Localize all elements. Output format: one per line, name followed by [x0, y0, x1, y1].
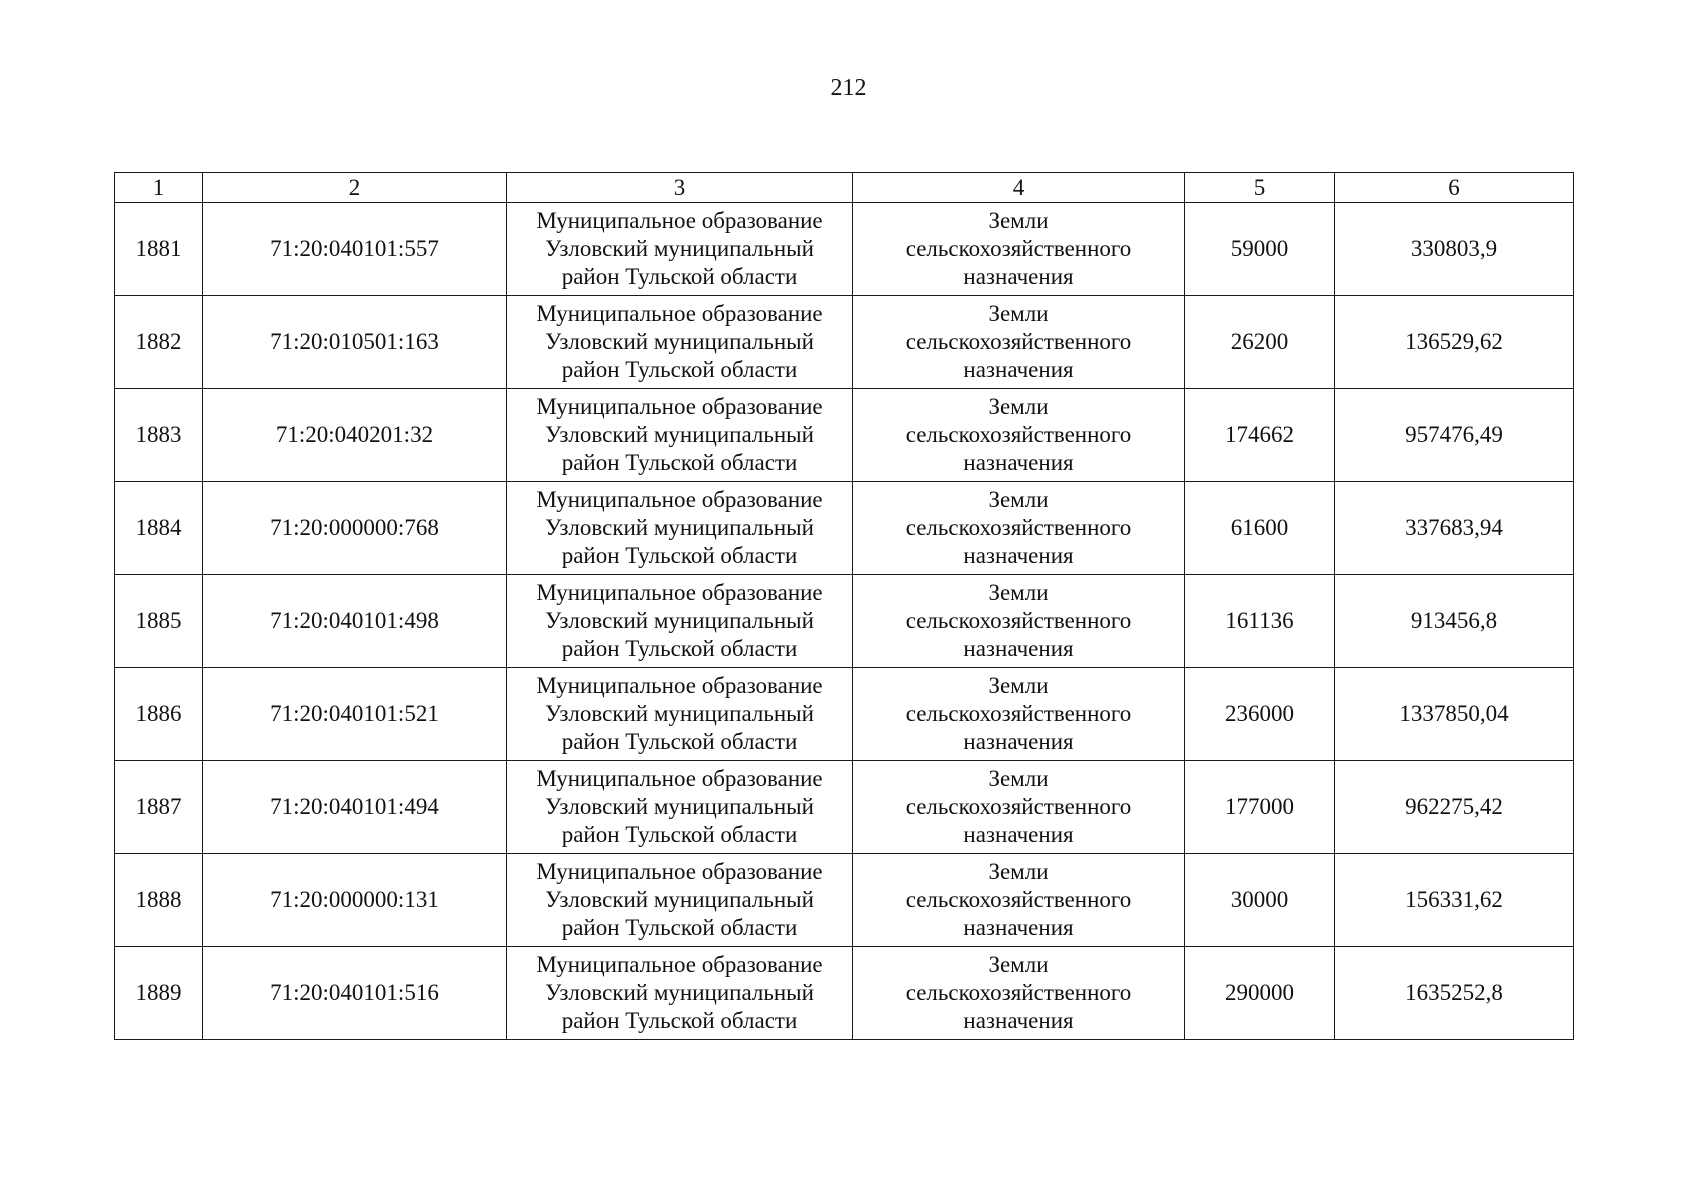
land-category-cell — [853, 854, 1185, 947]
table-row — [115, 389, 1574, 482]
owner-text: Муниципальное образование Узловский муниципальный район Тульской области — [536, 487, 823, 568]
cadastral-number-cell: 71:20:040101:516 — [203, 947, 507, 1040]
land-category-cell — [853, 296, 1185, 389]
table-row — [115, 668, 1574, 761]
land-category-cell — [853, 575, 1185, 668]
owner-cell — [507, 854, 853, 947]
row-number-cell: 1888 — [115, 854, 203, 947]
owner-cell — [507, 389, 853, 482]
owner-text: Муниципальное образование Узловский муниципальный район Тульской области — [536, 394, 823, 475]
table-row — [115, 761, 1574, 854]
area-cell: 161136 — [1185, 575, 1335, 668]
land-category-cell — [853, 203, 1185, 296]
area-cell: 30000 — [1185, 854, 1335, 947]
land-category-text: Земли сельскохозяйственного назначения — [905, 952, 1132, 1033]
area-cell: 61600 — [1185, 482, 1335, 575]
table-row — [115, 203, 1574, 296]
land-category-text: Земли сельскохозяйственного назначения — [905, 208, 1132, 289]
value-cell: 330803,9 — [1335, 203, 1574, 296]
owner-cell — [507, 668, 853, 761]
land-category-text: Земли сельскохозяйственного назначения — [905, 859, 1132, 940]
row-number-cell: 1887 — [115, 761, 203, 854]
column-header-1: 1 — [115, 173, 203, 203]
value-cell: 1635252,8 — [1335, 947, 1574, 1040]
owner-text: Муниципальное образование Узловский муниципальный район Тульской области — [536, 208, 823, 289]
owner-text: Муниципальное образование Узловский муниципальный район Тульской области — [536, 673, 823, 754]
column-header-5: 5 — [1185, 173, 1335, 203]
row-number-cell: 1881 — [115, 203, 203, 296]
table-row — [115, 854, 1574, 947]
value-cell: 913456,8 — [1335, 575, 1574, 668]
land-category-cell — [853, 668, 1185, 761]
column-header-3: 3 — [507, 173, 853, 203]
cadastral-number-cell: 71:20:040201:32 — [203, 389, 507, 482]
area-cell: 174662 — [1185, 389, 1335, 482]
value-cell: 337683,94 — [1335, 482, 1574, 575]
area-cell: 290000 — [1185, 947, 1335, 1040]
row-number-cell: 1885 — [115, 575, 203, 668]
land-registry-table — [114, 172, 1574, 1040]
owner-text: Муниципальное образование Узловский муниципальный район Тульской области — [536, 301, 823, 382]
column-number-row — [115, 173, 1574, 203]
land-category-text: Земли сельскохозяйственного назначения — [905, 394, 1132, 475]
column-header-2: 2 — [203, 173, 507, 203]
owner-cell — [507, 296, 853, 389]
row-number-cell: 1886 — [115, 668, 203, 761]
row-number-cell: 1884 — [115, 482, 203, 575]
area-cell: 26200 — [1185, 296, 1335, 389]
cadastral-number-cell: 71:20:040101:557 — [203, 203, 507, 296]
value-cell: 136529,62 — [1335, 296, 1574, 389]
land-category-cell — [853, 761, 1185, 854]
value-cell: 1337850,04 — [1335, 668, 1574, 761]
cadastral-number-cell: 71:20:040101:521 — [203, 668, 507, 761]
area-cell: 59000 — [1185, 203, 1335, 296]
value-cell: 957476,49 — [1335, 389, 1574, 482]
column-header-6: 6 — [1335, 173, 1574, 203]
owner-cell — [507, 761, 853, 854]
owner-text: Муниципальное образование Узловский муниципальный район Тульской области — [536, 766, 823, 847]
cadastral-number-cell: 71:20:000000:768 — [203, 482, 507, 575]
land-category-cell — [853, 482, 1185, 575]
land-category-text: Земли сельскохозяйственного назначения — [905, 487, 1132, 568]
owner-text: Муниципальное образование Узловский муниципальный район Тульской области — [536, 580, 823, 661]
cadastral-number-cell: 71:20:000000:131 — [203, 854, 507, 947]
table-row — [115, 575, 1574, 668]
table-body — [115, 203, 1574, 1040]
owner-cell — [507, 947, 853, 1040]
owner-cell — [507, 203, 853, 296]
land-category-text: Земли сельскохозяйственного назначения — [905, 301, 1132, 382]
area-cell: 177000 — [1185, 761, 1335, 854]
land-category-text: Земли сельскохозяйственного назначения — [905, 580, 1132, 661]
row-number-cell: 1883 — [115, 389, 203, 482]
area-cell: 236000 — [1185, 668, 1335, 761]
owner-text: Муниципальное образование Узловский муниципальный район Тульской области — [536, 859, 823, 940]
column-header-4: 4 — [853, 173, 1185, 203]
cadastral-number-cell: 71:20:010501:163 — [203, 296, 507, 389]
land-category-cell — [853, 389, 1185, 482]
owner-text: Муниципальное образование Узловский муниципальный район Тульской области — [536, 952, 823, 1033]
owner-cell — [507, 575, 853, 668]
value-cell: 962275,42 — [1335, 761, 1574, 854]
table-row — [115, 482, 1574, 575]
owner-cell — [507, 482, 853, 575]
row-number-cell: 1889 — [115, 947, 203, 1040]
land-category-text: Земли сельскохозяйственного назначения — [905, 766, 1132, 847]
land-category-cell — [853, 947, 1185, 1040]
table-row — [115, 947, 1574, 1040]
row-number-cell: 1882 — [115, 296, 203, 389]
land-category-text: Земли сельскохозяйственного назначения — [905, 673, 1132, 754]
value-cell: 156331,62 — [1335, 854, 1574, 947]
cadastral-number-cell: 71:20:040101:498 — [203, 575, 507, 668]
page-number: 212 — [830, 75, 867, 101]
table-row — [115, 296, 1574, 389]
cadastral-number-cell: 71:20:040101:494 — [203, 761, 507, 854]
